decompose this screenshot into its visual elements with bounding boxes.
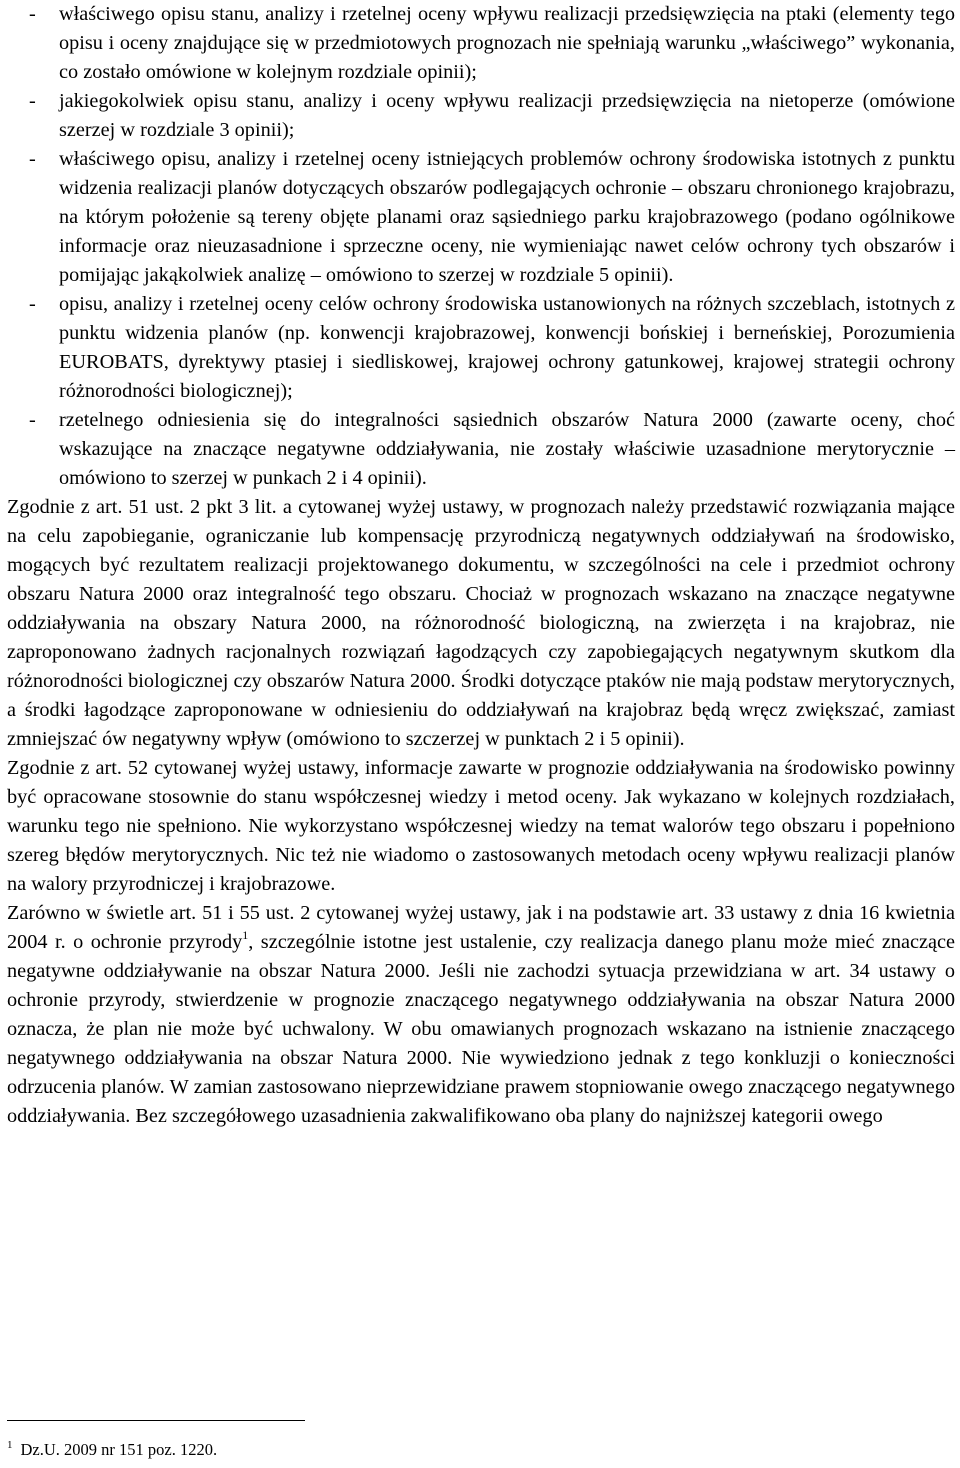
footnote-text: Dz.U. 2009 nr 151 poz. 1220. (20, 1440, 218, 1459)
footnote-reference[interactable]: 1 (242, 928, 249, 942)
paragraph-text-end: , szczególnie istotne jest ustalenie, czy realizacja danego planu może mieć znaczące negatywne oddziaływanie na obszar Natura 2000. Jeśli nie zachodzi sytuacja przewidziana w art. 34 ustawy o ochronie przyrody, stwierdzenie w prognozie znaczącego negatywnego oddziaływania na obszar Natura 2000 oznacza, że plan nie może być uchwalony. W obu omawianych prognozach wskazano na istnienie znaczącego negatywnego oddziaływania na obszar Natura 2000. Nie wywiedziono jednak z tego konkluzji o konieczności odrzucenia planów. W zamian zastosowano nieprzewidziane prawem stopniowanie owego znaczącego negatywnego oddziaływania. Bez szczegółowego uzasadnienia zakwalifikowano oba plany do najniższej kategorii owego (7, 931, 955, 1127)
footnote-number: 1 (7, 1439, 13, 1451)
paragraph-natura-2000 (7, 899, 955, 1131)
list-item (7, 0, 955, 87)
list-item (7, 145, 955, 290)
list-dash: - (29, 90, 36, 112)
list-dash: - (29, 148, 36, 170)
paragraph-art-52: Zgodnie z art. 52 cytowanej wyżej ustawy, informacje zawarte w prognozie oddziaływania na środowisko powinny być opracowane stosownie do stanu współczesnej wiedzy i metod oceny. Jak wykazano w kolejnych rozdziałach, warunku tego nie spełniono. Nie wykorzystano współczesnej wiedzy na temat walorów tego obszaru i popełniono szereg błędów merytorycznych. Nic też nie wiadomo o zastosowanych metodach oceny wpływu realizacji planów na walory przyrodniczej i krajobrazowe. (7, 757, 955, 895)
list-item-text: rzetelnego odniesienia się do integralności sąsiednich obszarów Natura 2000 (zawarte oceny, choć wskazujące na znaczące negatywne oddziaływania, nie zostały właściwie uzasadnione merytorycznie – omówiono to szerzej w punkach 2 i 4 opinii). (59, 409, 955, 489)
list-item (7, 87, 955, 145)
list-item (7, 406, 955, 493)
list-dash: - (29, 3, 36, 25)
list-item-text: opisu, analizy i rzetelnej oceny celów ochrony środowiska ustanowionych na różnych szczeblach, istotnych z punktu widzenia planów (np. konwencji krajobrazowej, konwencji bońskiej i berneńskiej, Porozumienia EUROBATS, dyrektywy ptasiej i siedliskowej, krajowej ochrony gatunkowej, krajowej strategii ochrony różnorodności biologicznej); (59, 293, 955, 402)
document-page (7, 0, 955, 1131)
list-dash: - (29, 409, 36, 431)
footnote (7, 1434, 217, 1461)
list-item-text: właściwego opisu, analizy i rzetelnej oceny istniejących problemów ochrony środowiska istotnych z punktu widzenia realizacji planów dotyczących obszarów podlegających ochronie – obszaru chronionego krajobrazu, na którym położenie są tereny objęte planami oraz sąsiedniego parku krajobrazowego (podano ogólnikowe informacje oraz nieuzasadnione i sprzeczne oceny, nie wymieniając nawet celów ochrony tych obszarów i pomijając jakąkolwiek analizę – omówiono to szerzej w rozdziale 5 opinii). (59, 148, 955, 286)
list-item-text: właściwego opisu stanu, analizy i rzetelnej oceny wpływu realizacji przedsięwzięcia na ptaki (elementy tego opisu i oceny znajdujące się w przedmiotowych prognozach nie spełniają warunku „właściwego” wykonania, co zostało omówione w kolejnym rozdziale opinii); (59, 3, 955, 83)
list-item (7, 290, 955, 406)
deficiency-list (7, 0, 955, 493)
footnote-separator (7, 1420, 305, 1421)
paragraph-text-start: Zarówno w świetle art. 51 i 55 ust. 2 cytowanej wyżej ustawy, jak i na podstawie art. 33 ustawy z dnia 16 kwietnia 2004 r. o ochronie przyrody (7, 902, 955, 953)
paragraph-art-51: Zgodnie z art. 51 ust. 2 pkt 3 lit. a cytowanej wyżej ustawy, w prognozach należy przedstawić rozwiązania mające na celu zapobieganie, ograniczanie lub kompensację przyrodniczą negatywnych oddziaływań na środowisko, mogących być rezultatem realizacji projektowanego dokumentu, w szczególności na cele i przedmiot ochrony obszaru Natura 2000 oraz integralność tego obszaru. Chociaż w prognozach wskazano na znaczące negatywne oddziaływania na obszary Natura 2000, na różnorodność biologiczną, na zwierzęta i na krajobraz, nie zaproponowano żadnych racjonalnych rozwiązań łagodzących czy zapobiegających negatywnym skutkom dla różnorodności biologicznej czy obszarów Natura 2000. Środki dotyczące ptaków nie mają podstaw merytorycznych, a środki łagodzące zaproponowane w odniesieniu do oddziaływań na krajobraz będą wręcz zwiększać, zamiast zmniejszać ów negatywny wpływ (omówiono to szczerzej w punktach 2 i 5 opinii). (7, 496, 955, 750)
list-item-text: jakiegokolwiek opisu stanu, analizy i oceny wpływu realizacji przedsięwzięcia na nietoperze (omówione szerzej w rozdziale 3 opinii); (59, 90, 955, 141)
list-dash: - (29, 293, 36, 315)
